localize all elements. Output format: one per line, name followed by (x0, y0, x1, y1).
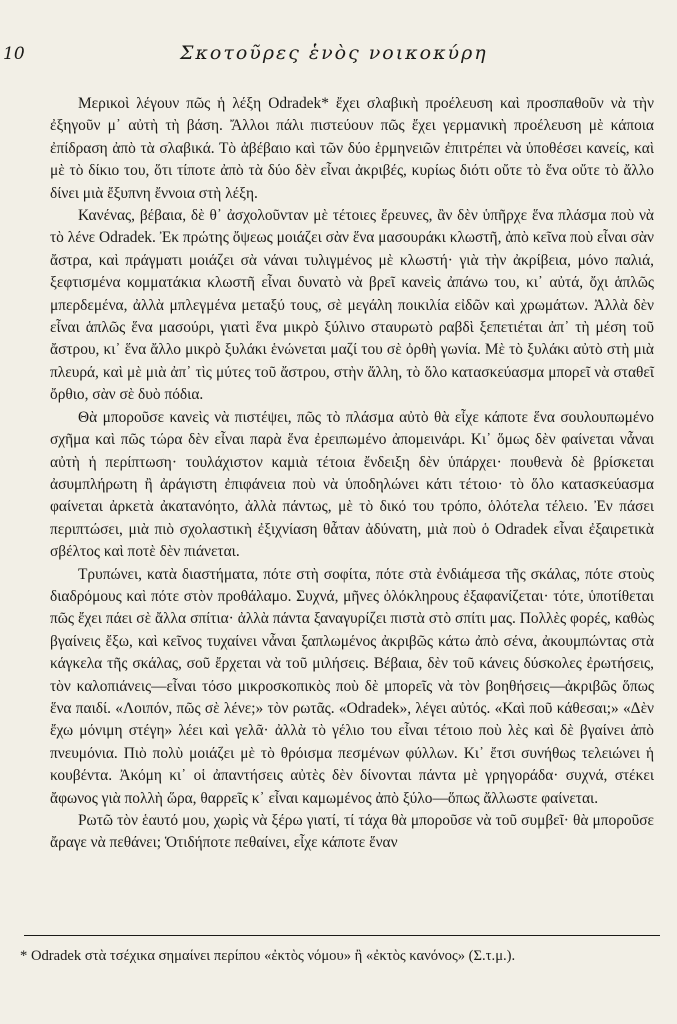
page-header (0, 38, 677, 70)
page-number: 10 (3, 44, 25, 64)
paragraph: Τρυπώνει, κατὰ διαστήματα, πότε στὴ σοφίτα, πότε στὰ ἐνδιάμεσα τῆς σκάλας, πότε στοὺς διαδρόμους καὶ πότε στὸν προθάλαμο. Συχνά, μῆνες ὁλόκληρους ἐξαφανίζεται· τότε, ὑποτίθεται πῶς ἔχει πάει σὲ ἄλλα σπίτια· ἀλλὰ πάντα ξαναγυρίζει πιστὰ στὸ σπίτι μας. Πολλὲς φορές, καθὼς βγαίνεις ἔξω, καὶ κεῖνος τυχαίνει νἆναι ξαπλωμένος ἀκριβῶς κάτω ἀπὸ σένα, ἀκουμπώντας στὰ κάγκελα τῆς σκάλας, σοῦ ἔρχεται νὰ τοῦ μιλήσεις. Βέβαια, δὲν τοῦ κάνεις δύσκολες ἐρωτήσεις, τὸν καλοπιάνεις—εἶναι τόσο μικροσκοπικὸς ποὺ δὲ μπορεῖς νὰ τὸν βοηθήσεις—ἀκριβῶς ὅπως ἕνα παιδί. «Λοιπόν, πῶς σὲ λένε;» τὸν ρωτᾶς. «Odradek», λέγει αὐτός. «Καὶ ποῦ κάθεσαι;» «Δὲν ἔχω μόνιμη στέγη» λέει καὶ γελᾶ· ἀλλὰ τὸ γέλιο του εἶναι τέτοιο ποὺ λὲς καὶ δὲ βγαίνει ἀπὸ πνευμόνια. Πιὸ πολὺ μοιάζει μὲ τὸ θρόισμα πεσμένων φύλλων. Κι᾿ ἔτσι συνήθως τελειώνει ἡ κουβέντα. Ἀκόμη κι᾿ οἱ ἀπαντήσεις αὐτὲς δὲν δίνονται πάντα μὲ γρηγοράδα· συχνά, στέκει ἄφωνος γιὰ πολλὴ ὥρα, θαρρεῖς κ᾿ εἶναι καμωμένος ἀπὸ ξύλο—ὅπως ἄλλωστε φαίνεται. (50, 565, 654, 807)
paragraph: Θὰ μποροῦσε κανεὶς νὰ πιστέψει, πῶς τὸ πλάσμα αὐτὸ θὰ εἶχε κάποτε ἕνα σουλουπωμένο σχῆμα καὶ πῶς τώρα δὲν εἶναι παρὰ ἕνα ἐρειπωμένο ἀπομεινάρι. Κι᾿ ὅμως δὲν φαίνεται νἆναι αὐτὴ ἡ περίπτωση· τουλάχιστον καμιὰ τέτοια ἔνδειξη δὲν ὑπάρχει· πουθενὰ δὲ βρίσκεται ἀσυμπλήρωτη ἢ ἀράγιστη ἐπιφάνεια ποὺ νὰ ὑποδηλώνει κάτι τέτοιο· τὸ ὅλο κατασκεύασμα φαίνεται ἀρκετὰ ἀκατανόητο, ἀλλὰ πάντως, μὲ τὸ δικό του τρόπο, ὁλότελα τέλειο. Ἐν πάσει περιπτώσει, μιὰ πιὸ σχολαστικὴ ἐξιχνίαση θἆταν ἀδύνατη, μιὰ ποὺ ὁ Odradek εἶναι ἐξαιρετικὰ σβέλτος καὶ ποτὲ δὲν πιάνεται. (50, 408, 654, 561)
paragraph: Ρωτῶ τὸν ἑαυτό μου, χωρὶς νὰ ξέρω γιατί, τί τάχα θὰ μποροῦσε νὰ τοῦ συμβεῖ· θὰ μποροῦσε ἄραγε νὰ πεθάνει; Ὁτιδήποτε πεθαίνει, εἶχε κάποτε ἕναν (50, 812, 654, 852)
body-text (50, 93, 654, 855)
paragraph: Μερικοὶ λέγουν πῶς ἡ λέξη Odradek* ἔχει σλαβικὴ προέλευση καὶ προσπαθοῦν νὰ τὴν ἐξηγοῦν μ᾿ αὐτὴ τὴ βάση. Ἄλλοι πάλι πιστεύουν πῶς ἔχει γερμανικὴ προέλευση μὲ κάποια ἐπίδραση ἀπὸ τὰ σλαβικά. Τὸ ἀβέβαιο καὶ τῶν δύο ἑρμηνειῶν ἐπιτρέπει νὰ ὑποθέσει κανείς, καὶ μὲ τὸ δίκιο του, ὅτι τίποτε ἀπὸ τὰ δύο δὲν εἶναι ἀκριβές, κυρίως διότι οὔτε τὸ ἕνα οὔτε τὸ ἄλλο δίνει μιὰ ἔξυπνη ἔννοια στὴ λέξη. (50, 95, 654, 202)
running-title: Σκοτοῦρες ἑνὸς νοικοκύρη (180, 42, 488, 64)
paragraph: Κανένας, βέβαια, δὲ θ᾿ ἀσχολοῦνταν μὲ τέτοιες ἔρευνες, ἂν δὲν ὑπῆρχε ἕνα πλάσμα ποὺ νὰ τὸ λένε Odradek. Ἐκ πρώτης ὄψεως μοιάζει σὰν ἕνα μασουράκι κλωστῆ, ἀπὸ κεῖνα ποὺ εἶναι σὰν ἄστρα, καὶ πράγματι μοιάζει σὰ νάναι τυλιγμένος μὲ κλωστή· γιὰ τὴν ἀκρίβεια, μόνο παλιά, ξεφτισμένα κομματάκια κλωστῆ εἶναι δυνατὸ νὰ βρεῖ κανεὶς ἀπάνω του, κι᾿ αὐτά, ὄχι ἁπλῶς μπερδεμένα, ἀλλὰ μπλεγμένα μεταξύ τους, σὲ μεγάλη ποικιλία εἰδῶν καὶ χρωμάτων. Ἀλλὰ δὲν εἶναι ἁπλῶς ἕνα μασούρι, γιατὶ ἕνα μικρὸ ξύλινο σταυρωτὸ ραβδὶ ξεπετιέται ἀπ᾿ τὴ μέση τοῦ ἄστρου, κι᾿ ἕνα ἄλλο μικρὸ ξυλάκι ἑνώνεται μαζί του σὲ ὀρθὴ γωνία. Μὲ τὸ ξυλάκι αὐτὸ στὴ μιὰ πλευρά, καὶ μὲ μιὰ ἀπ᾿ τὶς μύτες τοῦ ἄστρου, στὴν ἄλλη, τὸ ὅλο κατασκεύασμα μπορεῖ νὰ σταθεῖ ὄρθιο, σὰν σὲ δυὸ πόδια. (50, 207, 654, 404)
footnote-divider (24, 935, 660, 936)
footnote: * Odradek στὰ τσέχικα σημαίνει περίπου «ἐκτὸς νόμου» ἢ «ἐκτὸς κανόνος» (Σ.τ.μ.). (20, 948, 516, 964)
